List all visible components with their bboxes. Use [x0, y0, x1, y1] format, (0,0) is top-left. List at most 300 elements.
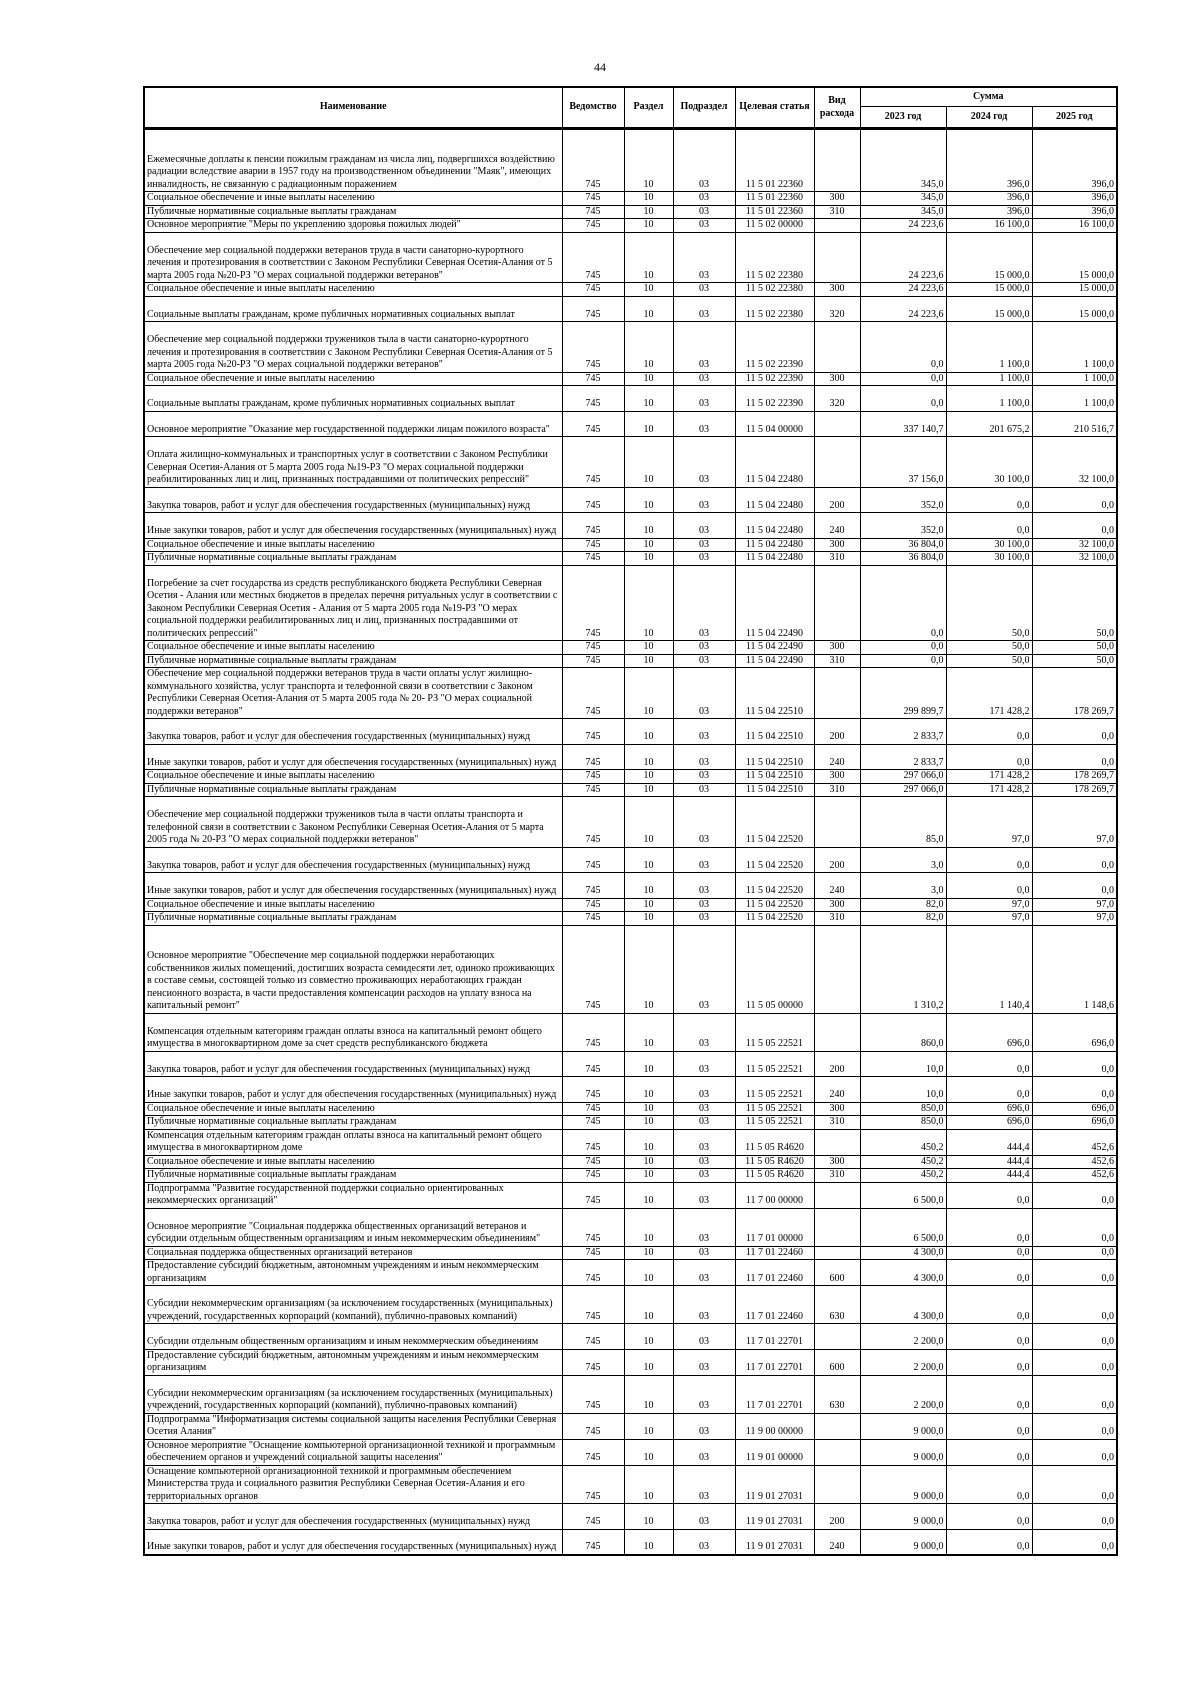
cell-2023: 860,0 [860, 1013, 946, 1051]
cell-vedomstvo: 745 [562, 1286, 624, 1324]
cell-name: Социальное обеспечение и иные выплаты населению [144, 1102, 562, 1116]
cell-2023: 2 833,7 [860, 719, 946, 745]
cell-vedomstvo: 745 [562, 1116, 624, 1130]
cell-podrazdel: 03 [673, 1102, 735, 1116]
cell-celevaya-statya: 11 5 04 22490 [735, 565, 814, 641]
cell-2024: 0,0 [946, 1439, 1032, 1465]
cell-celevaya-statya: 11 5 04 22510 [735, 719, 814, 745]
cell-podrazdel: 03 [673, 1529, 735, 1555]
table-row [144, 719, 1117, 745]
cell-podrazdel: 03 [673, 1439, 735, 1465]
cell-podrazdel: 03 [673, 1155, 735, 1169]
cell-podrazdel: 03 [673, 1413, 735, 1439]
cell-razdel: 10 [624, 552, 673, 566]
cell-podrazdel: 03 [673, 232, 735, 283]
cell-razdel: 10 [624, 129, 673, 192]
cell-vid-rashoda: 200 [814, 1504, 860, 1530]
cell-2025: 97,0 [1032, 797, 1117, 848]
cell-podrazdel: 03 [673, 283, 735, 297]
cell-name: Социальное обеспечение и иные выплаты населению [144, 898, 562, 912]
table-row [144, 744, 1117, 770]
table-row [144, 1286, 1117, 1324]
cell-vedomstvo: 745 [562, 898, 624, 912]
cell-razdel: 10 [624, 1375, 673, 1413]
table-row [144, 847, 1117, 873]
cell-razdel: 10 [624, 1169, 673, 1183]
cell-razdel: 10 [624, 1182, 673, 1208]
cell-2023: 2 200,0 [860, 1349, 946, 1375]
cell-vid-rashoda [814, 1129, 860, 1155]
cell-vid-rashoda: 240 [814, 1077, 860, 1103]
cell-vedomstvo: 745 [562, 1208, 624, 1246]
cell-podrazdel: 03 [673, 770, 735, 784]
cell-vid-rashoda [814, 1465, 860, 1504]
budget-table-container [143, 86, 1116, 1556]
cell-name: Обеспечение мер социальной поддержки ветеранов труда в части оплаты услуг жилищно-коммунального хозяйства, услуг транспорта и телефонной связи в соответствии с Законом Республики Северная Осетия-Алания от 5 марта 2005 года № 20- РЗ "О мерах социальной поддержки ветеранов" [144, 668, 562, 719]
cell-vedomstvo: 745 [562, 296, 624, 322]
header-vid-rashoda: Вид расхода [814, 87, 860, 129]
cell-2023: 0,0 [860, 386, 946, 412]
cell-podrazdel: 03 [673, 898, 735, 912]
cell-vid-rashoda: 600 [814, 1349, 860, 1375]
cell-2025: 32 100,0 [1032, 437, 1117, 488]
cell-2025: 0,0 [1032, 1051, 1117, 1077]
cell-celevaya-statya: 11 9 01 27031 [735, 1465, 814, 1504]
cell-vedomstvo: 745 [562, 783, 624, 797]
cell-2024: 396,0 [946, 192, 1032, 206]
page-number: 44 [594, 60, 606, 74]
cell-podrazdel: 03 [673, 322, 735, 373]
cell-razdel: 10 [624, 797, 673, 848]
header-name: Наименование [144, 87, 562, 129]
cell-vedomstvo: 745 [562, 192, 624, 206]
cell-2024: 0,0 [946, 487, 1032, 513]
cell-razdel: 10 [624, 1465, 673, 1504]
cell-razdel: 10 [624, 898, 673, 912]
cell-2024: 171 428,2 [946, 668, 1032, 719]
cell-2024: 171 428,2 [946, 783, 1032, 797]
cell-2025: 696,0 [1032, 1013, 1117, 1051]
cell-vid-rashoda [814, 437, 860, 488]
cell-podrazdel: 03 [673, 487, 735, 513]
cell-name: Субсидии отдельным общественным организациям и иным некоммерческим объединениям [144, 1324, 562, 1350]
cell-name: Публичные нормативные социальные выплаты гражданам [144, 1116, 562, 1130]
cell-2023: 297 066,0 [860, 770, 946, 784]
cell-vedomstvo: 745 [562, 1169, 624, 1183]
cell-2024: 0,0 [946, 744, 1032, 770]
cell-2025: 0,0 [1032, 1208, 1117, 1246]
cell-vedomstvo: 745 [562, 797, 624, 848]
cell-vedomstvo: 745 [562, 912, 624, 926]
cell-vid-rashoda: 300 [814, 1102, 860, 1116]
header-razdel: Раздел [624, 87, 673, 129]
cell-2024: 0,0 [946, 1077, 1032, 1103]
cell-2023: 0,0 [860, 654, 946, 668]
table-row [144, 565, 1117, 641]
cell-celevaya-statya: 11 5 04 22510 [735, 783, 814, 797]
cell-2025: 97,0 [1032, 898, 1117, 912]
cell-vid-rashoda: 240 [814, 513, 860, 539]
cell-2024: 171 428,2 [946, 770, 1032, 784]
cell-vid-rashoda: 310 [814, 912, 860, 926]
cell-vid-rashoda [814, 1246, 860, 1260]
cell-celevaya-statya: 11 7 01 00000 [735, 1208, 814, 1246]
cell-vedomstvo: 745 [562, 372, 624, 386]
cell-name: Закупка товаров, работ и услуг для обеспечения государственных (муниципальных) нужд [144, 719, 562, 745]
cell-2025: 0,0 [1032, 1529, 1117, 1555]
table-row [144, 1465, 1117, 1504]
cell-vedomstvo: 745 [562, 1375, 624, 1413]
cell-vedomstvo: 745 [562, 322, 624, 373]
cell-celevaya-statya: 11 5 04 22480 [735, 437, 814, 488]
cell-name: Социальное обеспечение и иные выплаты населению [144, 641, 562, 655]
cell-2023: 9 000,0 [860, 1529, 946, 1555]
cell-razdel: 10 [624, 1155, 673, 1169]
cell-2023: 4 300,0 [860, 1246, 946, 1260]
cell-2025: 696,0 [1032, 1102, 1117, 1116]
cell-2023: 10,0 [860, 1077, 946, 1103]
cell-2023: 345,0 [860, 129, 946, 192]
cell-vedomstvo: 745 [562, 1077, 624, 1103]
cell-2025: 0,0 [1032, 719, 1117, 745]
cell-vid-rashoda: 630 [814, 1286, 860, 1324]
cell-2024: 15 000,0 [946, 283, 1032, 297]
cell-2024: 0,0 [946, 1504, 1032, 1530]
cell-celevaya-statya: 11 5 04 22480 [735, 552, 814, 566]
cell-2024: 696,0 [946, 1013, 1032, 1051]
cell-vedomstvo: 745 [562, 1102, 624, 1116]
cell-vedomstvo: 745 [562, 411, 624, 437]
cell-podrazdel: 03 [673, 437, 735, 488]
table-row [144, 513, 1117, 539]
cell-celevaya-statya: 11 5 05 22521 [735, 1116, 814, 1130]
cell-vid-rashoda [814, 1208, 860, 1246]
cell-2023: 0,0 [860, 641, 946, 655]
cell-vid-rashoda: 310 [814, 1169, 860, 1183]
table-row [144, 386, 1117, 412]
table-row [144, 797, 1117, 848]
table-row [144, 1529, 1117, 1555]
cell-2025: 1 148,6 [1032, 925, 1117, 1013]
cell-vid-rashoda: 300 [814, 641, 860, 655]
table-row [144, 898, 1117, 912]
cell-podrazdel: 03 [673, 1013, 735, 1051]
cell-razdel: 10 [624, 873, 673, 899]
cell-vedomstvo: 745 [562, 552, 624, 566]
cell-vedomstvo: 745 [562, 386, 624, 412]
table-row [144, 538, 1117, 552]
cell-2025: 696,0 [1032, 1116, 1117, 1130]
table-body [144, 129, 1117, 1555]
cell-podrazdel: 03 [673, 654, 735, 668]
cell-2024: 0,0 [946, 873, 1032, 899]
cell-name: Основное мероприятие "Социальная поддержка общественных организаций ветеранов и субсидии отдельным общественным организациям и иным некоммерческим объединениям" [144, 1208, 562, 1246]
cell-celevaya-statya: 11 5 04 22520 [735, 873, 814, 899]
cell-2024: 15 000,0 [946, 232, 1032, 283]
cell-2024: 16 100,0 [946, 219, 1032, 233]
cell-name: Предоставление субсидий бюджетным, автономным учреждениям и иным некоммерческим организациям [144, 1349, 562, 1375]
cell-podrazdel: 03 [673, 1504, 735, 1530]
cell-2025: 0,0 [1032, 1246, 1117, 1260]
cell-razdel: 10 [624, 372, 673, 386]
cell-razdel: 10 [624, 322, 673, 373]
cell-2025: 16 100,0 [1032, 219, 1117, 233]
cell-razdel: 10 [624, 411, 673, 437]
cell-2024: 1 100,0 [946, 372, 1032, 386]
cell-vid-rashoda: 200 [814, 719, 860, 745]
cell-2025: 396,0 [1032, 129, 1117, 192]
cell-vid-rashoda [814, 797, 860, 848]
table-row [144, 770, 1117, 784]
cell-razdel: 10 [624, 783, 673, 797]
cell-razdel: 10 [624, 205, 673, 219]
table-row [144, 283, 1117, 297]
cell-name: Иные закупки товаров, работ и услуг для обеспечения государственных (муниципальных) нужд [144, 1529, 562, 1555]
cell-2023: 2 833,7 [860, 744, 946, 770]
cell-podrazdel: 03 [673, 1349, 735, 1375]
cell-2024: 30 100,0 [946, 538, 1032, 552]
cell-2025: 0,0 [1032, 513, 1117, 539]
cell-razdel: 10 [624, 513, 673, 539]
cell-2025: 178 269,7 [1032, 770, 1117, 784]
cell-name: Социальное обеспечение и иные выплаты населению [144, 1155, 562, 1169]
cell-2024: 696,0 [946, 1116, 1032, 1130]
cell-2023: 10,0 [860, 1051, 946, 1077]
cell-2023: 24 223,6 [860, 232, 946, 283]
cell-2023: 4 300,0 [860, 1260, 946, 1286]
table-row [144, 783, 1117, 797]
table-row [144, 372, 1117, 386]
header-podrazdel: Подраздел [673, 87, 735, 129]
cell-podrazdel: 03 [673, 1465, 735, 1504]
cell-2024: 30 100,0 [946, 437, 1032, 488]
cell-2024: 0,0 [946, 1349, 1032, 1375]
table-row [144, 487, 1117, 513]
cell-celevaya-statya: 11 9 01 27031 [735, 1504, 814, 1530]
cell-razdel: 10 [624, 565, 673, 641]
cell-razdel: 10 [624, 1077, 673, 1103]
cell-podrazdel: 03 [673, 1077, 735, 1103]
cell-celevaya-statya: 11 7 01 22701 [735, 1324, 814, 1350]
cell-celevaya-statya: 11 7 01 22460 [735, 1260, 814, 1286]
header-summa: Сумма [860, 87, 1117, 107]
cell-vid-rashoda: 200 [814, 1051, 860, 1077]
header-2024: 2024 год [946, 107, 1032, 129]
cell-2023: 0,0 [860, 372, 946, 386]
cell-vedomstvo: 745 [562, 744, 624, 770]
cell-2025: 396,0 [1032, 192, 1117, 206]
table-row [144, 1077, 1117, 1103]
cell-vid-rashoda: 300 [814, 192, 860, 206]
header-celevaya-statya: Целевая статья [735, 87, 814, 129]
table-row [144, 232, 1117, 283]
cell-2023: 24 223,6 [860, 283, 946, 297]
table-row [144, 296, 1117, 322]
cell-podrazdel: 03 [673, 925, 735, 1013]
cell-2024: 396,0 [946, 205, 1032, 219]
table-row [144, 411, 1117, 437]
cell-2023: 450,2 [860, 1155, 946, 1169]
cell-podrazdel: 03 [673, 873, 735, 899]
cell-razdel: 10 [624, 386, 673, 412]
cell-2025: 0,0 [1032, 1439, 1117, 1465]
cell-celevaya-statya: 11 5 02 22390 [735, 322, 814, 373]
cell-vid-rashoda: 630 [814, 1375, 860, 1413]
cell-name: Компенсация отдельным категориям граждан оплаты взноса на капитальный ремонт общего имущества в многоквартирном доме [144, 1129, 562, 1155]
cell-name: Закупка товаров, работ и услуг для обеспечения государственных (муниципальных) нужд [144, 847, 562, 873]
cell-2023: 450,2 [860, 1129, 946, 1155]
cell-celevaya-statya: 11 5 04 22520 [735, 912, 814, 926]
cell-vedomstvo: 745 [562, 719, 624, 745]
cell-vid-rashoda: 310 [814, 1116, 860, 1130]
cell-name: Обеспечение мер социальной поддержки ветеранов труда в части санаторно-курортного лечения и протезирования в соответствии с Законом Республики Северная Осетия-Алания от 5 марта 2005 года №20-РЗ "О мерах социальной поддержки ветеранов" [144, 232, 562, 283]
cell-vedomstvo: 745 [562, 654, 624, 668]
cell-2025: 452,6 [1032, 1169, 1117, 1183]
cell-2025: 0,0 [1032, 1077, 1117, 1103]
cell-name: Публичные нормативные социальные выплаты гражданам [144, 783, 562, 797]
table-row [144, 1208, 1117, 1246]
cell-vedomstvo: 745 [562, 1155, 624, 1169]
cell-name: Субсидии некоммерческим организациям (за исключением государственных (муниципальных) учреждений, государственных корпораций (компаний), публично-правовых компаний) [144, 1286, 562, 1324]
cell-2023: 850,0 [860, 1116, 946, 1130]
cell-celevaya-statya: 11 5 05 22521 [735, 1051, 814, 1077]
header-2023: 2023 год [860, 107, 946, 129]
cell-2023: 0,0 [860, 565, 946, 641]
cell-2025: 50,0 [1032, 641, 1117, 655]
header-2025: 2025 год [1032, 107, 1117, 129]
cell-vedomstvo: 745 [562, 770, 624, 784]
cell-name: Компенсация отдельным категориям граждан оплаты взноса на капитальный ремонт общего имущества в многоквартирном доме за счет средств республиканского бюджета [144, 1013, 562, 1051]
cell-2023: 36 804,0 [860, 552, 946, 566]
cell-2025: 178 269,7 [1032, 783, 1117, 797]
cell-vid-rashoda: 300 [814, 770, 860, 784]
table-row [144, 1324, 1117, 1350]
cell-vid-rashoda: 320 [814, 386, 860, 412]
cell-celevaya-statya: 11 5 05 22521 [735, 1102, 814, 1116]
cell-vedomstvo: 745 [562, 1129, 624, 1155]
cell-celevaya-statya: 11 5 02 22390 [735, 386, 814, 412]
cell-2023: 82,0 [860, 912, 946, 926]
cell-razdel: 10 [624, 654, 673, 668]
cell-podrazdel: 03 [673, 668, 735, 719]
cell-2025: 0,0 [1032, 1260, 1117, 1286]
cell-2023: 9 000,0 [860, 1504, 946, 1530]
cell-vedomstvo: 745 [562, 1439, 624, 1465]
cell-vedomstvo: 745 [562, 538, 624, 552]
cell-2024: 0,0 [946, 1182, 1032, 1208]
cell-razdel: 10 [624, 1208, 673, 1246]
cell-podrazdel: 03 [673, 1286, 735, 1324]
cell-razdel: 10 [624, 641, 673, 655]
cell-vedomstvo: 745 [562, 205, 624, 219]
cell-celevaya-statya: 11 5 05 22521 [735, 1077, 814, 1103]
cell-vedomstvo: 745 [562, 129, 624, 192]
cell-podrazdel: 03 [673, 912, 735, 926]
cell-vid-rashoda [814, 1013, 860, 1051]
cell-vid-rashoda [814, 668, 860, 719]
cell-celevaya-statya: 11 5 02 22390 [735, 372, 814, 386]
cell-podrazdel: 03 [673, 847, 735, 873]
cell-vid-rashoda: 200 [814, 487, 860, 513]
cell-vedomstvo: 745 [562, 1413, 624, 1439]
cell-razdel: 10 [624, 219, 673, 233]
cell-name: Социальное обеспечение и иные выплаты населению [144, 283, 562, 297]
cell-vid-rashoda [814, 565, 860, 641]
cell-vedomstvo: 745 [562, 1260, 624, 1286]
cell-podrazdel: 03 [673, 219, 735, 233]
cell-2025: 210 516,7 [1032, 411, 1117, 437]
cell-vid-rashoda [814, 232, 860, 283]
cell-vedomstvo: 745 [562, 925, 624, 1013]
cell-2023: 352,0 [860, 487, 946, 513]
cell-podrazdel: 03 [673, 1246, 735, 1260]
cell-name: Основное мероприятие "Обеспечение мер социальной поддержки неработающих собственников жилых помещений, достигших возраста семидесяти лет, одиноко проживающих в составе семьи, состоящей только из совместно проживающих неработающих граждан пенсионного возраста, в части предоставления компенсации расходов на уплату взноса на капитальный ремонт" [144, 925, 562, 1013]
cell-celevaya-statya: 11 5 01 22360 [735, 129, 814, 192]
cell-celevaya-statya: 11 5 02 00000 [735, 219, 814, 233]
cell-2024: 97,0 [946, 912, 1032, 926]
table-row [144, 1504, 1117, 1530]
cell-2023: 9 000,0 [860, 1465, 946, 1504]
cell-2024: 0,0 [946, 1413, 1032, 1439]
cell-celevaya-statya: 11 5 04 00000 [735, 411, 814, 437]
cell-name: Оснащение компьютерной организационной техникой и программным обеспечением Министерства труда и социального развития Республики Северная Осетия-Алания и его территориальных органов [144, 1465, 562, 1504]
cell-celevaya-statya: 11 9 01 27031 [735, 1529, 814, 1555]
cell-2023: 345,0 [860, 205, 946, 219]
cell-podrazdel: 03 [673, 411, 735, 437]
cell-name: Публичные нормативные социальные выплаты гражданам [144, 1169, 562, 1183]
cell-celevaya-statya: 11 9 00 00000 [735, 1413, 814, 1439]
cell-2023: 9 000,0 [860, 1413, 946, 1439]
cell-celevaya-statya: 11 5 04 22490 [735, 641, 814, 655]
cell-razdel: 10 [624, 232, 673, 283]
cell-name: Предоставление субсидий бюджетным, автономным учреждениям и иным некоммерческим организациям [144, 1260, 562, 1286]
cell-vid-rashoda: 300 [814, 372, 860, 386]
cell-celevaya-statya: 11 9 01 00000 [735, 1439, 814, 1465]
cell-2025: 0,0 [1032, 1413, 1117, 1439]
table-row [144, 912, 1117, 926]
cell-vid-rashoda: 300 [814, 1155, 860, 1169]
cell-2023: 4 300,0 [860, 1286, 946, 1324]
cell-2024: 1 100,0 [946, 386, 1032, 412]
cell-2025: 97,0 [1032, 912, 1117, 926]
cell-razdel: 10 [624, 1413, 673, 1439]
cell-2025: 50,0 [1032, 654, 1117, 668]
cell-vedomstvo: 745 [562, 1013, 624, 1051]
cell-podrazdel: 03 [673, 783, 735, 797]
cell-vid-rashoda [814, 1182, 860, 1208]
cell-podrazdel: 03 [673, 296, 735, 322]
cell-vedomstvo: 745 [562, 437, 624, 488]
cell-razdel: 10 [624, 538, 673, 552]
cell-celevaya-statya: 11 5 02 22380 [735, 283, 814, 297]
cell-name: Иные закупки товаров, работ и услуг для обеспечения государственных (муниципальных) нужд [144, 513, 562, 539]
cell-2024: 0,0 [946, 1260, 1032, 1286]
cell-vedomstvo: 745 [562, 1324, 624, 1350]
cell-celevaya-statya: 11 5 05 R4620 [735, 1169, 814, 1183]
cell-vid-rashoda [814, 925, 860, 1013]
cell-razdel: 10 [624, 744, 673, 770]
table-row [144, 129, 1117, 192]
table-row [144, 1129, 1117, 1155]
cell-razdel: 10 [624, 192, 673, 206]
table-row [144, 641, 1117, 655]
table-row [144, 1439, 1117, 1465]
cell-vedomstvo: 745 [562, 513, 624, 539]
cell-podrazdel: 03 [673, 719, 735, 745]
cell-name: Закупка товаров, работ и услуг для обеспечения государственных (муниципальных) нужд [144, 1504, 562, 1530]
cell-podrazdel: 03 [673, 1324, 735, 1350]
cell-vedomstvo: 745 [562, 873, 624, 899]
